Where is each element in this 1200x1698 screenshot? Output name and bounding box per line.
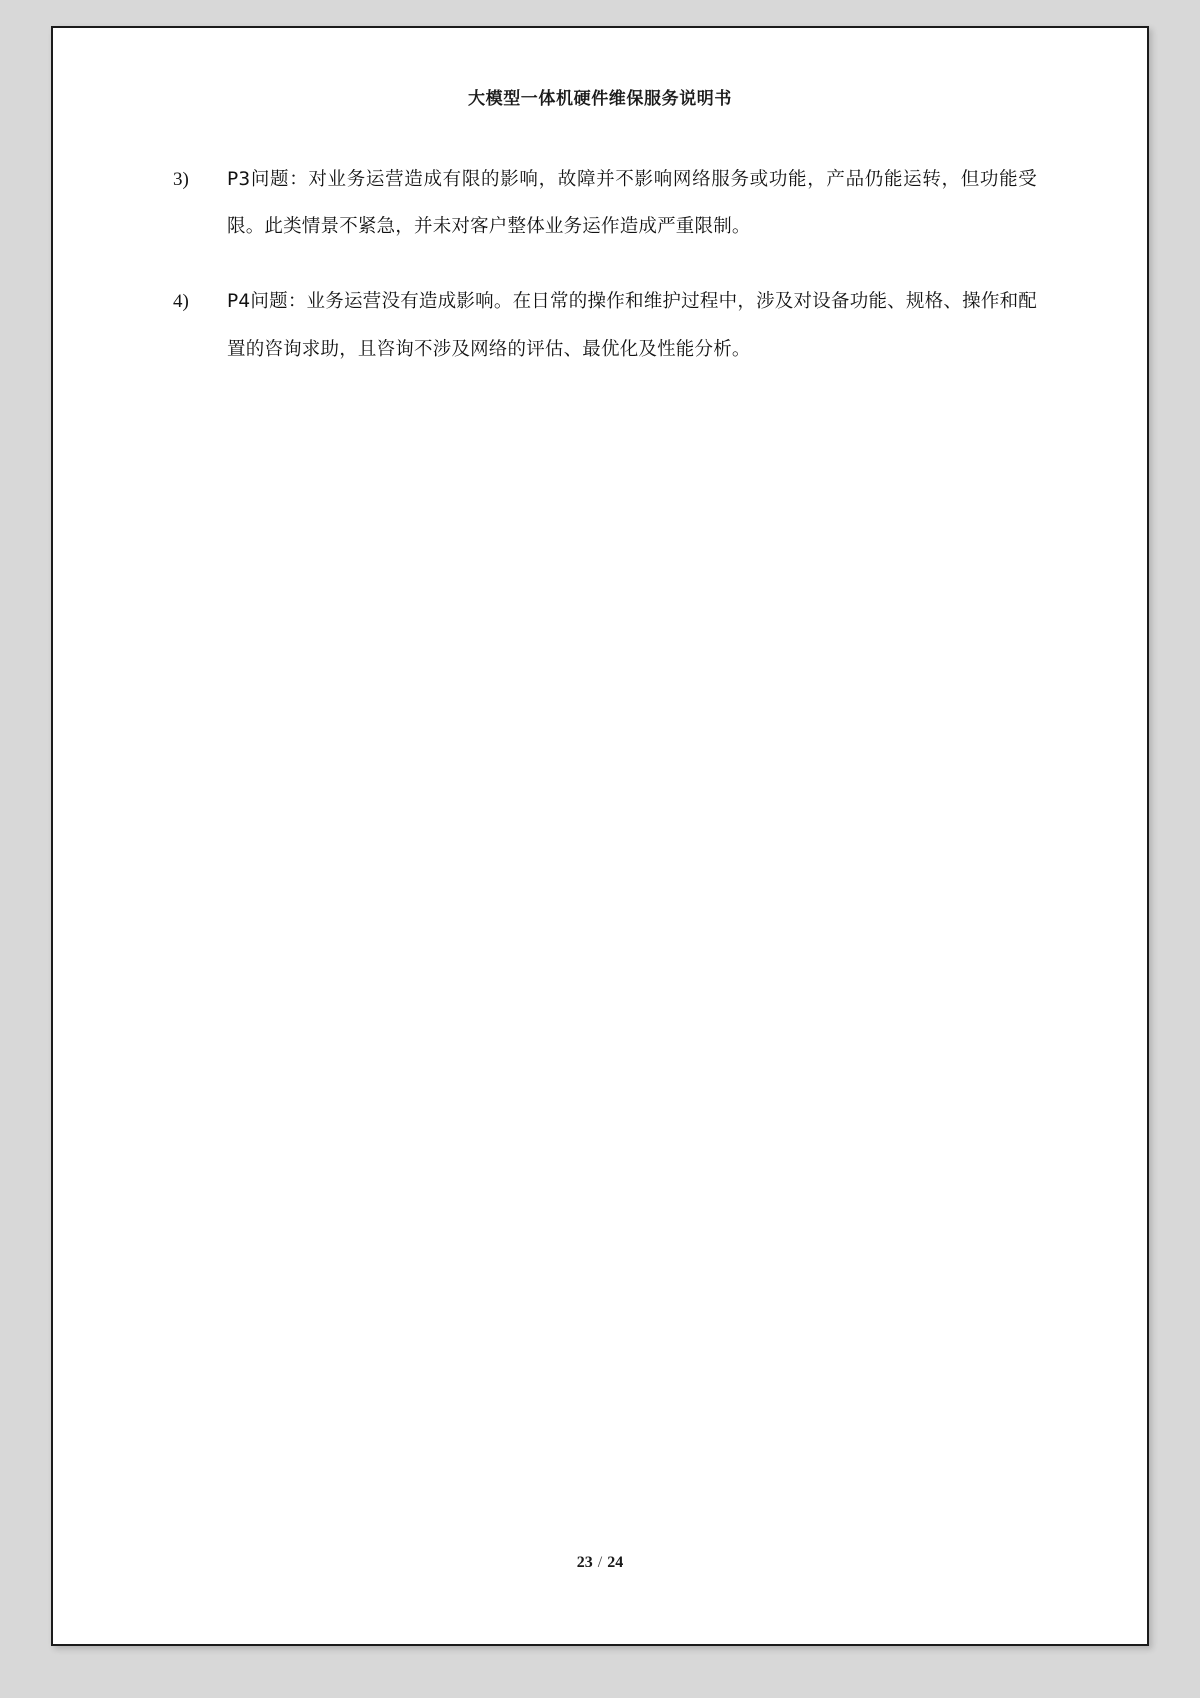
page-content bbox=[171, 156, 1037, 401]
page-footer bbox=[53, 1554, 1147, 1572]
current-page-number: 23 bbox=[576, 1554, 593, 1571]
document-page bbox=[51, 26, 1149, 1646]
list-item bbox=[171, 278, 1037, 372]
page-header: 大模型一体机硬件维保服务说明书 bbox=[468, 89, 732, 108]
list-item-marker: 4) bbox=[173, 291, 189, 313]
list-item-text: P4问题：业务运营没有造成影响。在日常的操作和维护过程中，涉及对设备功能、规格、操作和配置的咨询求助，且咨询不涉及网络的评估、最优化及性能分析。 bbox=[227, 291, 1037, 360]
list-item-marker: 3) bbox=[173, 169, 189, 190]
list-item bbox=[171, 156, 1037, 250]
total-page-number: 24 bbox=[607, 1554, 624, 1571]
list-item-text: P3问题：对业务运营造成有限的影响，故障并不影响网络服务或功能，产品仍能运转，但功能受限。此类情景不紧急，并未对客户整体业务运作造成严重限制。 bbox=[227, 169, 1037, 238]
page-separator: / bbox=[597, 1554, 603, 1571]
